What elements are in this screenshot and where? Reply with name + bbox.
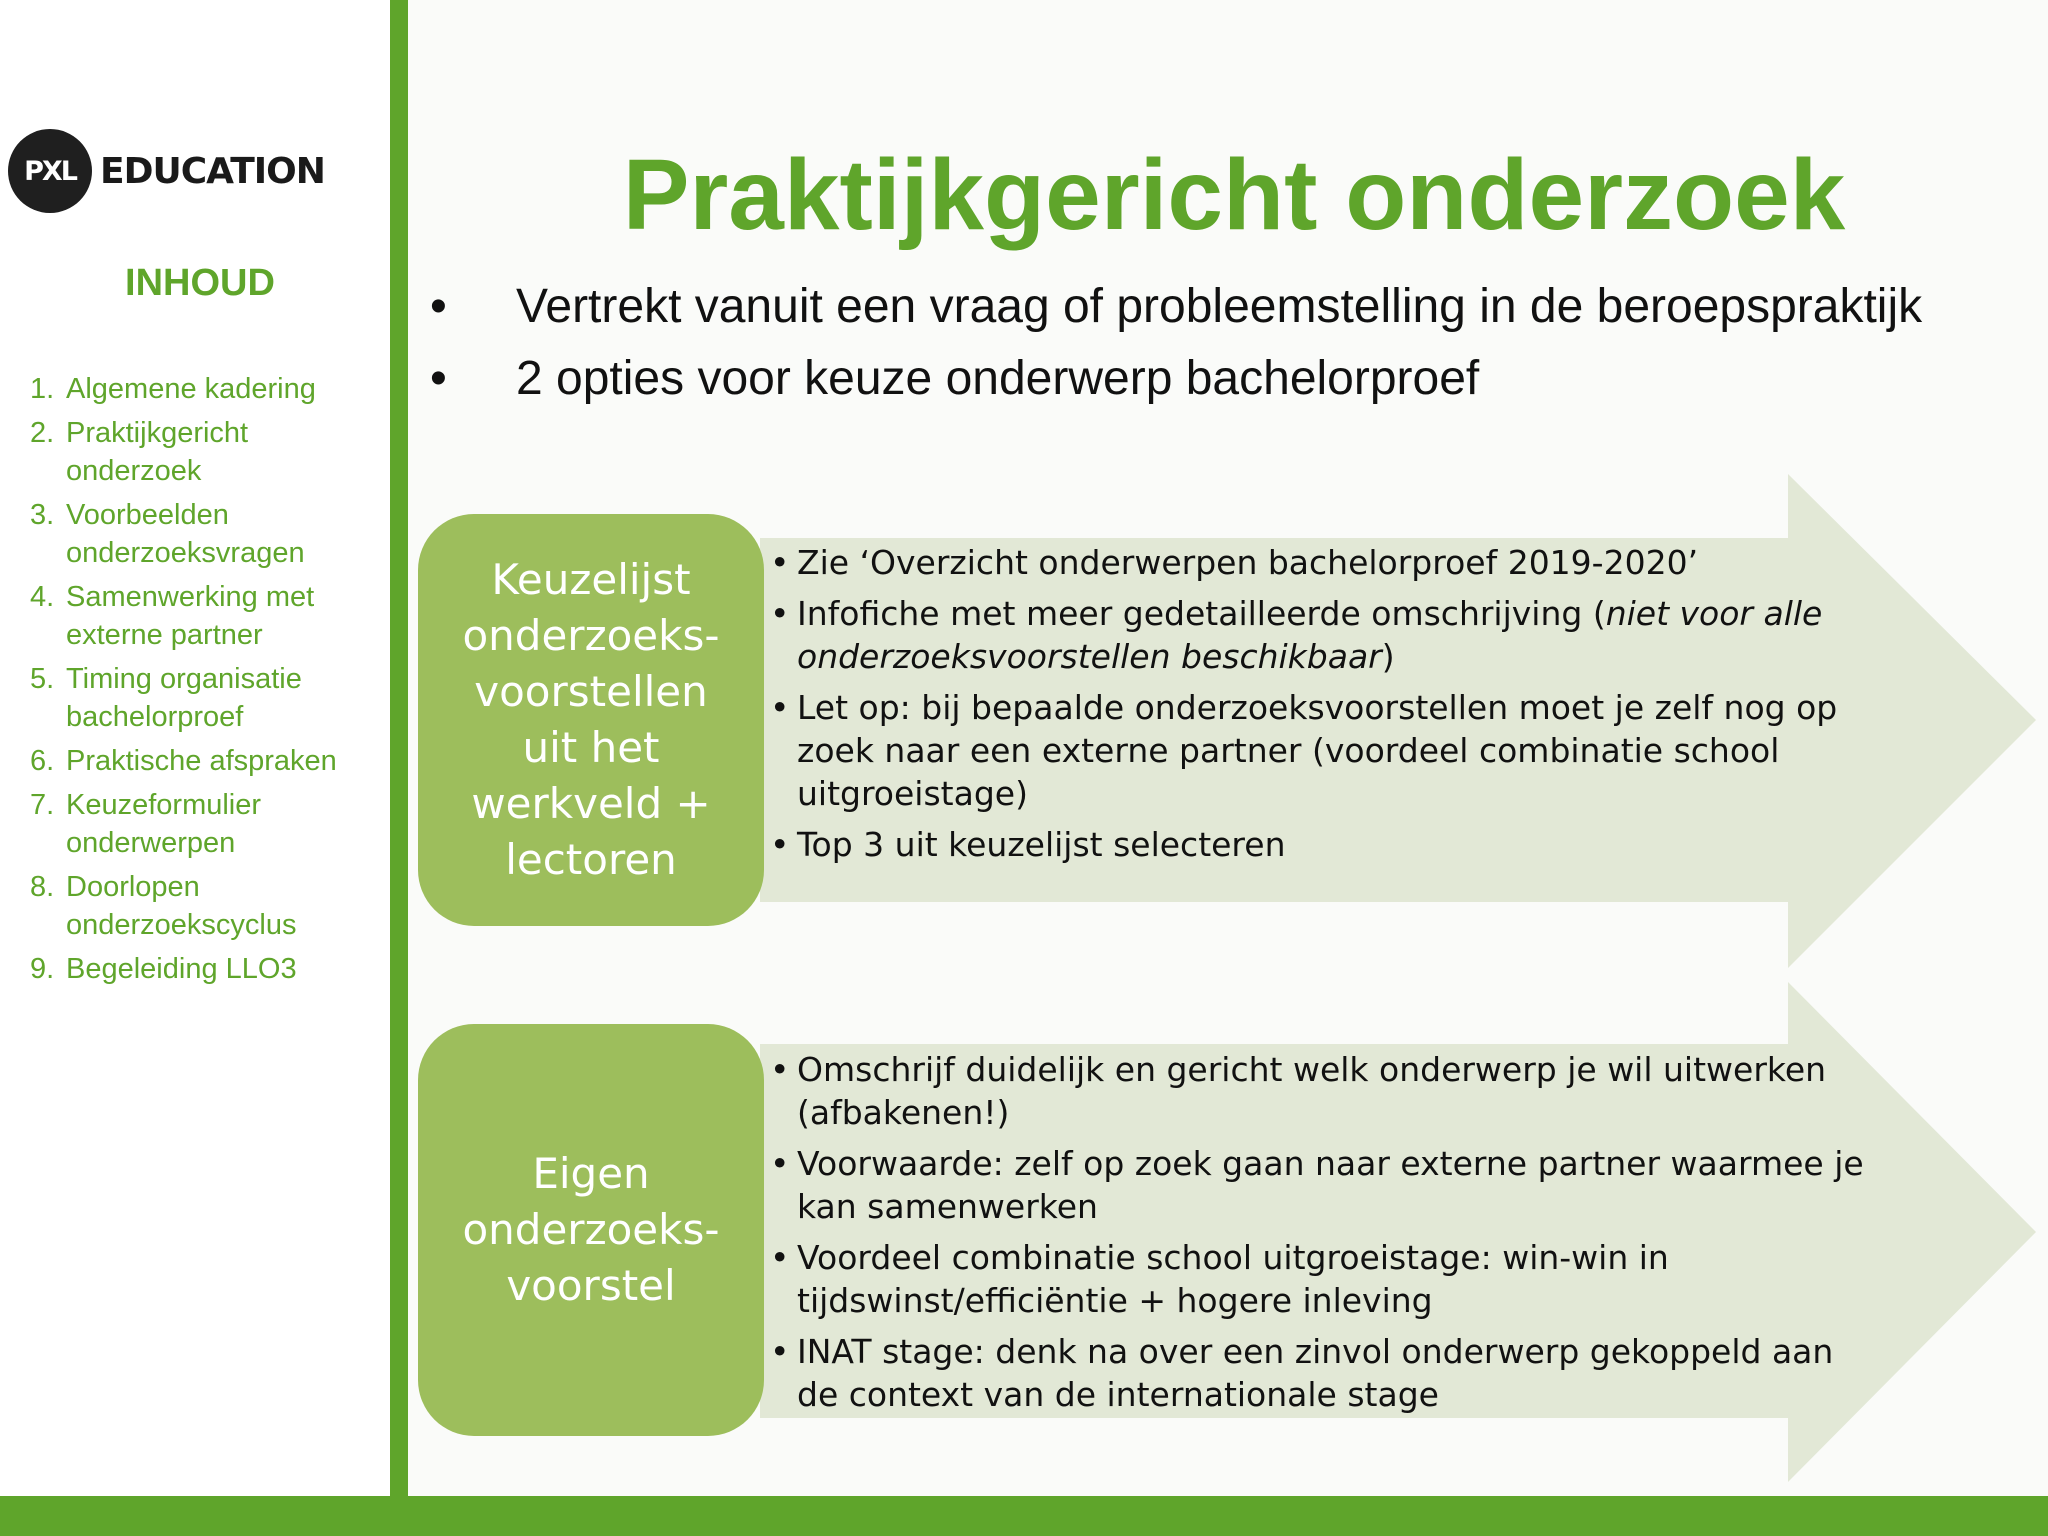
option-1-item: • Let op: bij bepaalde onderzoeksvoorstellen moet je zelf nog op zoek naar een externe partner (voordeel combinatie school uitgroeistage) — [770, 686, 1870, 815]
intro-bullet — [430, 276, 1990, 338]
toc-item[interactable] — [30, 868, 390, 944]
toc-item-label: Timing organisatie bachelorproef — [66, 663, 302, 733]
toc-list — [30, 370, 390, 994]
option-1-item: • Zie ‘Overzicht onderwerpen bachelorproef 2019-2020’ — [770, 541, 1870, 584]
toc-item[interactable] — [30, 578, 390, 654]
option-1-list — [770, 541, 1870, 874]
bullet-icon: • — [430, 280, 447, 333]
toc-item-label: Doorlopen onderzoekscyclus — [66, 871, 297, 941]
option-1-box-line: lectoren — [505, 835, 677, 884]
toc-item-number: 9. — [30, 953, 55, 985]
logo-wordmark: EDUCATION — [100, 150, 325, 192]
option-2-item: • INAT stage: denk na over een zinvol onderwerp gekoppeld aan de context van de internationale stage — [770, 1330, 1870, 1416]
toc-item[interactable] — [30, 496, 390, 572]
sidebar-divider — [390, 0, 408, 1496]
toc-item[interactable] — [30, 660, 390, 736]
option-1-box-line: voorstellen — [474, 667, 708, 716]
toc-item-label: Voorbeelden onderzoeksvragen — [66, 499, 305, 569]
option-1-box-line: werkveld + — [471, 779, 711, 828]
toc-item-number: 6. — [30, 745, 55, 777]
intro-bullets — [430, 276, 1990, 420]
option-2-box-line: Eigen — [532, 1149, 650, 1198]
option-2-box-line: onderzoeks- — [462, 1205, 720, 1254]
option-1-box — [418, 514, 764, 926]
toc-item-number: 5. — [30, 663, 55, 695]
bullet-icon: • — [430, 352, 447, 405]
toc-item-number: 3. — [30, 499, 55, 531]
toc-item-number: 7. — [30, 789, 55, 821]
toc-item-label: Algemene kadering — [66, 373, 316, 405]
toc-item-label: Begeleiding LLO3 — [66, 953, 297, 985]
option-2-item: • Voordeel combinatie school uitgroeistage: win-win in tijdswinst/efficiëntie + hogere inleving — [770, 1236, 1870, 1322]
intro-bullet-text: Vertrekt vanuit een vraag of probleemstelling in de beroepspraktijk — [516, 280, 1923, 333]
option-1-item: • Top 3 uit keuzelijst selecteren — [770, 823, 1870, 866]
toc-title: INHOUD — [125, 262, 275, 304]
option-1-box-line: onderzoeks- — [462, 611, 720, 660]
toc-item[interactable] — [30, 742, 390, 780]
toc-item-number: 2. — [30, 417, 55, 449]
page-title: Praktijkgericht onderzoek — [622, 139, 1846, 251]
toc-item[interactable] — [30, 786, 390, 862]
option-1-box-line: Keuzelijst — [491, 555, 691, 604]
toc-item-label: Keuzeformulier onderwerpen — [66, 789, 262, 859]
intro-bullet-text: 2 opties voor keuze onderwerp bachelorproef — [516, 352, 1480, 405]
option-2-box — [418, 1024, 764, 1436]
toc-item[interactable] — [30, 950, 390, 988]
option-2-list — [770, 1048, 1870, 1424]
option-2-item: • Voorwaarde: zelf op zoek gaan naar externe partner waarmee je kan samenwerken — [770, 1142, 1870, 1228]
toc-item-number: 4. — [30, 581, 55, 613]
toc-item-label: Praktische afspraken — [66, 745, 337, 777]
toc-item[interactable] — [30, 370, 390, 408]
pxl-education-logo — [8, 128, 325, 214]
option-1-item: • Infofiche met meer gedetailleerde omschrijving (niet voor alle onderzoeksvoorstellen beschikbaar) — [770, 592, 1870, 678]
option-2-box-line: voorstel — [506, 1261, 676, 1310]
toc-item-label: Samenwerking met externe partner — [66, 581, 315, 651]
bottom-bar — [0, 1496, 2048, 1536]
toc-item-number: 8. — [30, 871, 55, 903]
logo-mark: PXL — [8, 129, 92, 213]
toc-item-label: Praktijkgericht onderzoek — [66, 417, 249, 487]
intro-bullet — [430, 348, 1990, 410]
toc-item[interactable] — [30, 414, 390, 490]
toc-item-number: 1. — [30, 373, 55, 405]
option-2-item: • Omschrijf duidelijk en gericht welk onderwerp je wil uitwerken (afbakenen!) — [770, 1048, 1870, 1134]
option-1-box-line: uit het — [522, 723, 660, 772]
